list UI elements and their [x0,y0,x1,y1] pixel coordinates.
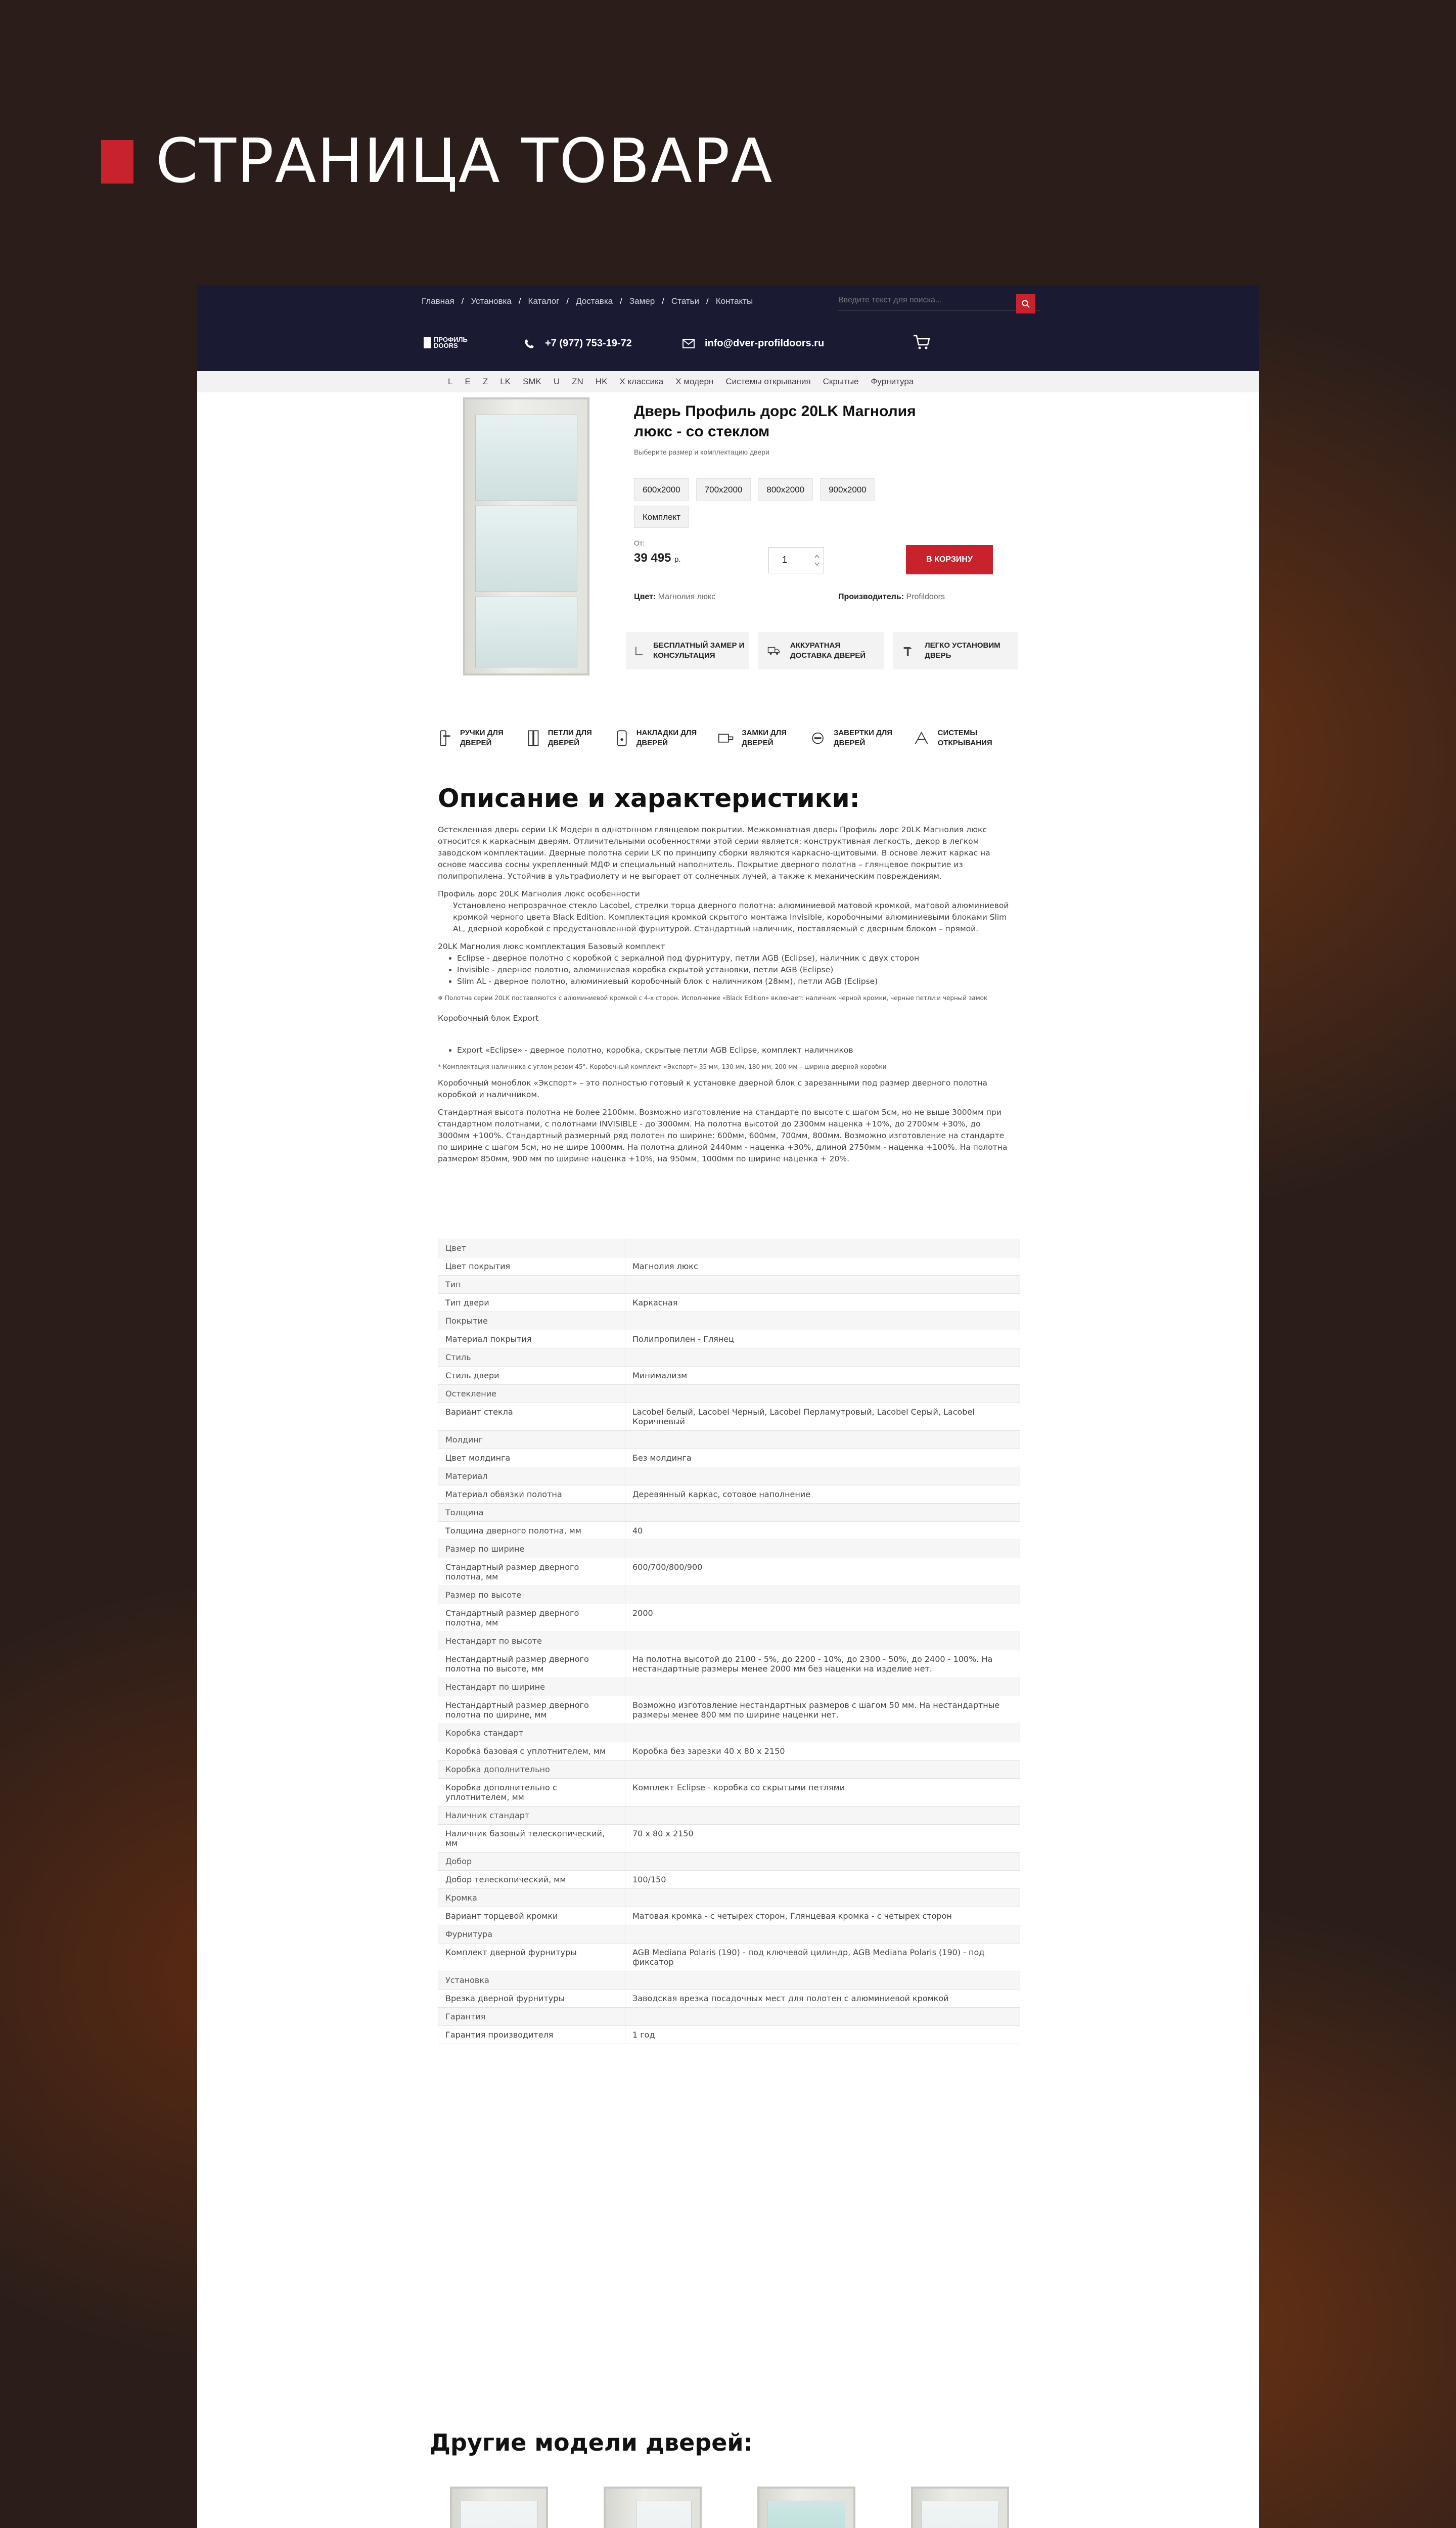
benefit-systems[interactable] [914,728,1021,748]
glass-panel [475,415,577,501]
spec-key: Стиль [438,1348,625,1367]
lock-icon [718,731,734,746]
nav-contacts[interactable]: Контакты [715,296,753,306]
spec-row [438,1925,1020,1944]
spec-value [625,1276,1020,1294]
benefit-turns[interactable] [810,728,914,748]
spec-key: Толщина дверного полотна, мм [438,1522,625,1540]
spec-key: Нестандартный размер дверного полотна по ширине, мм [438,1696,625,1724]
benefit-text: СИСТЕМЫ ОТКРЫВАНИЯ [937,729,992,747]
spec-key: Коробка стандарт [438,1724,625,1742]
size-option[interactable]: 800x2000 [758,478,813,501]
list-item: • Slim AL - дверное полотно, алюминиевый коробочный блок с наличником (28мм), петли AGB (Eclipse) [457,976,1014,987]
spec-value [625,1971,1020,1990]
spec-value: Без молдинга [625,1449,1020,1467]
spec-key: Нестандарт по высоте [438,1632,625,1650]
cat-item[interactable]: X модерн [675,377,714,386]
spec-value [625,1504,1020,1522]
spec-key: Цвет [438,1239,625,1257]
benefit-locks[interactable] [718,728,810,748]
spec-value: Минимализм [625,1367,1020,1385]
spec-value: Каркасная [625,1294,1020,1312]
spec-value [625,1889,1020,1907]
nav-install[interactable]: Установка [471,296,512,306]
spec-row [438,1944,1020,1971]
product-title: Дверь Профиль дорс 20LK Магнолия люкс - со стеклом [634,403,916,440]
product-card[interactable] [745,2487,877,2528]
spec-value [625,1853,1020,1871]
spec-key: Стандартный размер дверного полотна, мм [438,1604,625,1632]
spec-value [625,1239,1020,1257]
spec-row [438,1504,1020,1522]
quantity-value: 1 [782,555,788,565]
product-color [634,593,715,602]
cat-item[interactable]: ZN [572,377,583,386]
spec-row [438,1971,1020,1990]
color-label: Цвет: [634,593,656,601]
description-subtitle: 20LK Магнолия люкс комплектация Базовый комплект [438,942,665,951]
cat-item[interactable]: U [553,377,560,386]
cat-item[interactable]: L [448,377,453,386]
glass-panel [767,2501,845,2528]
system-icon [914,730,929,747]
spec-row [438,1540,1020,1558]
spec-key: Размер по ширине [438,1540,625,1558]
benefit-handles[interactable] [439,728,527,748]
spec-key: Коробка дополнительно [438,1760,625,1779]
spec-key: Добор телескопический, мм [438,1871,625,1889]
spec-value [625,1586,1020,1604]
spec-key: Наличник базовый телескопический, мм [438,1825,625,1853]
product-card[interactable] [899,2487,1030,2528]
benefit-text: НАКЛАДКИ ДЛЯ ДВЕРЕЙ [636,729,697,747]
spec-value [625,1925,1020,1944]
spec-value: Деревянный каркас, сотовое наполнение [625,1485,1020,1504]
spec-key: Материал [438,1467,625,1485]
accent-square [101,140,133,184]
spec-key: Остекление [438,1385,625,1403]
spec-value [625,1467,1020,1485]
description-text: Установлено непрозрачное стекло Lacobel, стрелки торца дверного полотна: алюминиевой матовой кромкой, матовой алюминиевой кромкой черного цвета Black Edition. Комплектация кромкой скрытого монтажа Invisible, коробочными алюминиевыми блоками Slim AL, дверной коробкой с предустановленной фурнитурой. Стандартный наличник, поставляемый с дверным блоком – прямой. [453,901,1009,933]
price-prefix: От: [634,539,645,547]
glass-panel [636,2501,692,2528]
glass-panel [475,506,577,592]
description-text: Коробочный моноблок «Экспорт» – это полностью готовый к установке дверной блок с зарезанными под размер дверного полотна коробкой и наличником. [438,1078,988,1099]
spec-row [438,1257,1020,1276]
spec-value: 100/150 [625,1871,1020,1889]
site-logo[interactable] [424,337,468,349]
cat-item[interactable]: HK [595,377,608,386]
spec-key: Тип [438,1276,625,1294]
product-maker [838,593,945,602]
spec-value: 40 [625,1522,1020,1540]
spec-key: Вариант торцевой кромки [438,1907,625,1925]
spec-key: Толщина [438,1504,625,1522]
spec-row [438,1294,1020,1312]
cat-item[interactable]: X классика [619,377,664,386]
product-card[interactable] [438,2487,569,2528]
add-to-cart-button[interactable]: В КОРЗИНУ [906,545,993,574]
spec-value: Магнолия люкс [625,1257,1020,1276]
feature-text: АККУРАТНАЯ ДОСТАВКА ДВЕРЕЙ [790,641,866,660]
spec-table [438,1239,1020,2044]
card-door-image[interactable] [757,2487,855,2528]
spec-key: Покрытие [438,1312,625,1330]
spec-row [438,1403,1020,1431]
spec-value [625,1385,1020,1403]
spec-key: Тип двери [438,1294,625,1312]
showcase-header [101,126,774,197]
benefits-row [439,728,1021,748]
product-card[interactable] [592,2487,723,2528]
size-option[interactable]: 700x2000 [696,478,751,501]
benefit-plates[interactable] [615,728,718,748]
spec-row [438,1825,1020,1853]
spec-key: Нестандартный размер дверного полотна по высоте, мм [438,1650,625,1678]
glass-panel [475,597,577,667]
hammer-icon [902,644,915,658]
glass-panel [921,2501,999,2528]
logo-mark [424,337,431,348]
hinge-icon [527,729,540,748]
feature-measure [626,632,749,669]
handle-icon [439,729,452,748]
stepper-arrows-icon[interactable] [814,553,820,568]
description-section [438,784,1014,1171]
benefit-hinges[interactable] [527,728,615,748]
spec-key: Молдинг [438,1431,625,1449]
spec-value: Комплект Eclipse - коробка со скрытыми петлями [625,1779,1020,1807]
spec-value [625,1760,1020,1779]
maker-label: Производитель: [838,593,904,601]
spec-row [438,1871,1020,1889]
spec-key: Нестандарт по ширине [438,1678,625,1696]
plate-icon [615,729,628,748]
header-phone[interactable] [524,338,632,349]
size-option[interactable]: 600x2000 [634,478,689,501]
list-item: • Eclipse - дверное полотно с коробкой с зеркалной под фурнитуру, петли AGB (Eclipse), наличник с двух сторон [457,953,1014,964]
spec-value: Полипропилен - Глянец [625,1330,1020,1348]
size-options [634,478,882,501]
spec-value [625,1724,1020,1742]
spec-row [438,1696,1020,1724]
benefit-text: ЗАМКИ ДЛЯ ДВЕРЕЙ [742,729,787,747]
logo-line-2: DOORS [434,342,458,349]
komplekt-option[interactable]: Комплект [634,506,689,528]
header-email-text: info@dver-profildoors.ru [705,338,825,349]
spec-row [438,1449,1020,1467]
color-value: Магнолия люкс [658,593,716,601]
spec-key: Коробка базовая с уплотнителем, мм [438,1742,625,1760]
logo-line-1: ПРОФИЛЬ [434,336,468,343]
spec-value [625,1312,1020,1330]
spec-key: Врезка дверной фурнитуры [438,1990,625,2008]
maker-value[interactable]: Profildoors [906,593,945,601]
cat-item[interactable]: Скрытые [823,377,859,386]
spec-row [438,1330,1020,1348]
spec-row [438,1467,1020,1485]
spec-row [438,1853,1020,1871]
feature-delivery [758,632,884,669]
spec-row [438,1779,1020,1807]
spec-key: Фурнитура [438,1925,625,1944]
spec-value: Коробка без зарезки 40 х 80 х 2150 [625,1742,1020,1760]
spec-row [438,1807,1020,1825]
spec-value [625,1678,1020,1696]
export-list [457,1045,1014,1056]
spec-key: Вариант стекла [438,1403,625,1431]
spec-row [438,1678,1020,1696]
spec-key: Комплект дверной фурнитуры [438,1944,625,1971]
spec-row [438,1558,1020,1586]
other-models-heading: Другие модели дверей: [430,2429,753,2456]
card-door-image[interactable] [604,2487,702,2528]
showcase-title: СТРАНИЦА ТОВАРА [156,126,774,197]
cat-item[interactable]: E [465,377,471,386]
nav-delivery[interactable]: Доставка [576,296,613,306]
nav-catalog[interactable]: Каталог [528,296,560,306]
spec-key: Стиль двери [438,1367,625,1385]
choose-size-label: Выберите размер и комплектацию двери [634,448,769,456]
search-icon [1021,299,1030,308]
spec-key: Наличник стандарт [438,1807,625,1825]
spec-value: 2000 [625,1604,1020,1632]
cart-icon[interactable] [913,335,930,350]
spec-value [625,1540,1020,1558]
feature-text: БЕСПЛАТНЫЙ ЗАМЕР И КОНСУЛЬТАЦИЯ [653,641,745,660]
spec-row [438,1889,1020,1907]
cat-item[interactable]: Фурнитура [871,377,914,386]
nav-measure[interactable]: Замер [629,296,655,306]
spec-value [625,2008,1020,2026]
spec-row [438,1742,1020,1760]
spec-row [438,1990,1020,2008]
description-text: Стандартная высота полотна не более 2100мм. Возможно изготовление на стандарте по высоте с шагом 5см, но не выше 3000мм при стандартном полотнами, с полотнами INVISIBLE - до 3000мм. На полотна высотой до 2300мм наценка +10%, до 2700мм +30%, до 3000мм +100%. Стандартный размерный ряд полотен по ширине: 600мм, 600мм, 700мм, 800мм. Возможно изготовление на стандарте по ширине с шагом 5см, но не шире 1000мм. На полотна длиной 2440мм - наценка +30%, длиной 2750мм - наценка +100%. На полотна размером 850мм, 900 мм по ширине наценка +10%, на 950мм, 1000мм по ширине наценка + 20%. [438,1108,1008,1163]
spec-value: 1 год [625,2026,1020,2044]
category-nav [197,371,1259,392]
quantity-stepper[interactable] [768,547,824,573]
spec-key: Установка [438,1971,625,1990]
truck-icon [767,644,780,657]
list-item: • Invisible - дверное полотно, алюминиевая коробка скрытой установки, петли AGB (Eclipse) [457,964,1014,976]
spec-row [438,1431,1020,1449]
spec-row [438,1760,1020,1779]
spec-row [438,1907,1020,1925]
spec-value: Матовая кромка - с четырех сторон, Глянцевая кромка - с четырех сторон [625,1907,1020,1925]
search-bar [838,290,1040,310]
price-currency: р. [674,555,681,564]
cat-item[interactable]: Системы открывания [725,377,811,386]
spec-value: AGB Mediana Polaris (190) - под ключевой цилиндр, AGB Mediana Polaris (190) - под фиксатор [625,1944,1020,1971]
spec-value [625,1431,1020,1449]
ruler-icon [635,643,643,658]
description-subtitle: Коробочный блок Export [438,1014,539,1023]
spec-row [438,2026,1020,2044]
search-button[interactable] [1016,294,1035,313]
spec-row [438,1312,1020,1330]
spec-row [438,1239,1020,1257]
spec-key: Материал покрытия [438,1330,625,1348]
product-section [197,392,1259,706]
spec-value: Возможно изготовление нестандартных размеров с шагом 50 мм. На нестандартные размеры менее 800 мм по ширине наценки нет. [625,1696,1020,1724]
spec-value [625,1348,1020,1367]
spec-key: Коробка дополнительно с уплотнителем, мм [438,1779,625,1807]
spec-key: Материал обвязки полотна [438,1485,625,1504]
nav-home[interactable]: Главная [422,296,454,306]
description-text: Остекленная дверь серии LK Модерн в однотонном глянцевом покрытии. Межкомнатная дверь Профиль дорс 20LK Магнолия люкс относится к каркасным дверям. Отличительными особенностями этой серии является: конструктивная легкость, декор в легком заводском комплектации. Дверные полотна серии LK по принципу сборки являются каркасно-щитовыми. В основе лежит каркас на основе массива сосны укрепленный МДФ и специальный наполнитель. Покрытие дверного полотна – глянцевое покрытие из полипропилена. Устойчив в ультрафиолету и не выгорает от солнечных лучей, а также к механическим повреждениям. [438,825,990,881]
spec-value: На полотна высотой до 2100 - 5%, до 2200 - 10%, до 2300 - 50%, до 2400 - 100%. На нестандартные размеры менее 2000 мм без наценки на изделие нет. [625,1650,1020,1678]
size-option[interactable]: 900x2000 [820,478,875,501]
spec-key: Стандартный размер дверного полотна, мм [438,1558,625,1586]
spec-value: 70 х 80 х 2150 [625,1825,1020,1853]
benefit-text: ПЕТЛИ ДЛЯ ДВЕРЕЙ [548,729,592,747]
feature-text: ЛЕГКО УСТАНОВИМ ДВЕРЬ [925,641,1000,660]
spec-key: Цвет молдинга [438,1449,625,1467]
spec-row [438,1724,1020,1742]
feature-install [893,632,1018,669]
mail-icon [682,339,695,348]
spec-row [438,2008,1020,2026]
list-item: • Export «Eclipse» - дверное полотно, коробка, скрытые петли AGB Eclipse, комплект наличников [457,1045,1014,1056]
spec-row [438,1632,1020,1650]
spec-key: Цвет покрытия [438,1257,625,1276]
description-subtitle: Профиль дорс 20LK Магнолия люкс особенности [438,889,640,898]
spec-key: Добор [438,1853,625,1871]
spec-value: 600/700/800/900 [625,1558,1020,1586]
header-phone-text: +7 (977) 753-19-72 [545,338,632,349]
benefit-text: ЗАВЕРТКИ ДЛЯ ДВЕРЕЙ [833,729,893,747]
spec-key: Кромка [438,1889,625,1907]
spec-row [438,1586,1020,1604]
card-door-image[interactable] [911,2487,1009,2528]
top-nav: Главная / Установка / Каталог / Доставка / Замер / Статьи / Контакты [422,296,753,306]
spec-row [438,1650,1020,1678]
glass-panel [460,2501,538,2528]
product-price [634,551,681,565]
benefit-text: РУЧКИ ДЛЯ ДВЕРЕЙ [460,729,504,747]
nav-articles[interactable]: Статьи [671,296,699,306]
spec-key: Гарантия производителя [438,2026,625,2044]
spec-value [625,1632,1020,1650]
cat-item[interactable]: Z [482,377,488,386]
spec-row [438,1367,1020,1385]
spec-row [438,1276,1020,1294]
cat-item[interactable]: SMK [523,377,541,386]
spec-row [438,1485,1020,1504]
product-image[interactable] [463,397,589,675]
site-header [197,285,1259,371]
spec-value: Заводская врезка посадочных мест для полотен с алюминиевой кромкой [625,1990,1020,2008]
cat-item[interactable]: LK [500,377,511,386]
spec-row [438,1385,1020,1403]
spec-row [438,1604,1020,1632]
komplekt-list [457,953,1014,987]
search-input[interactable] [838,296,1020,305]
spec-key: Гарантия [438,2008,625,2026]
website-mockup [197,285,1259,2528]
header-email[interactable] [682,338,824,349]
spec-key: Размер по высоте [438,1586,625,1604]
spec-value: Lacobel белый, Lacobel Черный, Lacobel Перламутровый, Lacobel Серый, Lacobel Коричневый [625,1403,1020,1431]
turn-icon [810,731,826,746]
spec-row [438,1348,1020,1367]
description-note: * Комплектация наличника с углом резом 45°. Коробочный комплект «Экспорт» 35 мм, 130 мм, 180 мм, 200 мм – ширина дверной коробки [438,1063,887,1070]
spec-row [438,1522,1020,1540]
description-note: ❄ Полотна серии 20LK поставляются с алюминиевой кромкой с 4-х сторон. Исполнение «Black Edition» включает: наличник черной кромки, черные петли и черный замок [438,995,988,1002]
description-heading: Описание и характеристики: [438,784,860,813]
spec-value [625,1807,1020,1825]
card-door-image[interactable] [450,2487,548,2528]
phone-icon [524,338,535,349]
price-value: 39 495 [634,551,671,565]
